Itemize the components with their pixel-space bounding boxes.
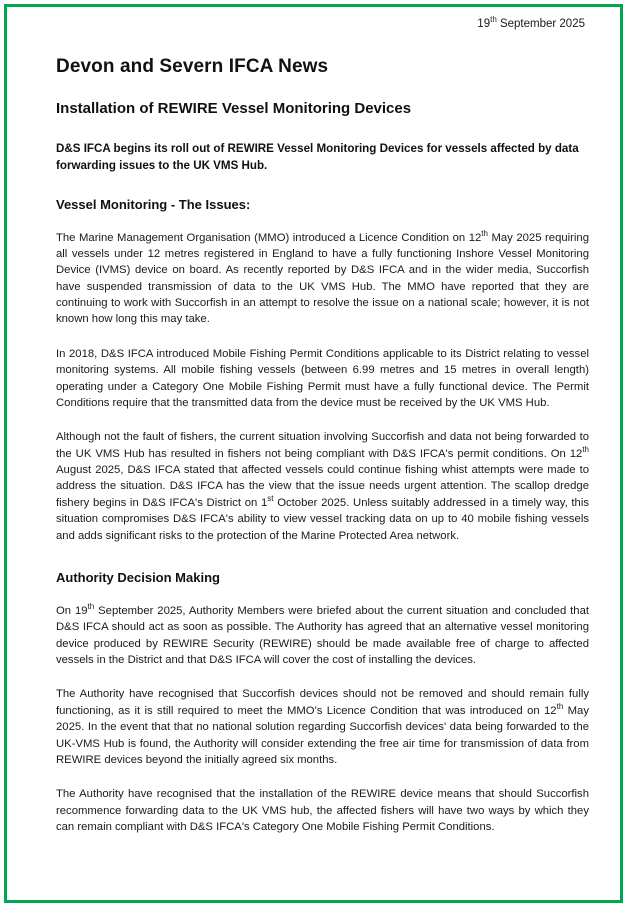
page-title: Devon and Severn IFCA News xyxy=(56,56,329,77)
paragraph-text-part: September 2025, Authority Members were briefed about the current situation and concluded that D&S IFCA should act as soon as possible. The Authority has agreed that an alternative vessel monitoring device produced by REWIRE Security (REWIRE) should be made available free of charge to affected vessels in the District and that D&S IFCA will cover the cost of installing the devices. xyxy=(56,604,589,667)
paragraph-permit-conditions-2018: In 2018, D&S IFCA introduced Mobile Fishing Permit Conditions applicable to its District relating to vessel monitoring systems. All mobile fishing vessels (between 6.99 metres and 15 metres in overall length) operating under a Category One Mobile Fishing Permit must have a fully functional device. The Permit Conditions require that the transmitted data from the device must be received by the UK VMS Hub. xyxy=(56,347,589,409)
ordinal-suffix: th xyxy=(481,228,488,238)
document-date xyxy=(56,15,589,30)
paragraph-two-ways-compliance: The Authority have recognised that the installation of the REWIRE device means that should Succorfish recommence forwarding data to the UK VMS hub, the affected fishers will have two ways by which they can remain compliant with D&S IFCA's Category One Mobile Fishing Permit Conditions. xyxy=(56,788,589,834)
paragraph-text-part: May 2025. In the event that that no national solution regarding Succorfish devices' data being forwarded to the UK-VMS Hub is found, the Authority will consider extending the free air time for transmission of data from REWIRE devices beyond the initially agreed six months. xyxy=(56,704,589,766)
section-heading-vessel-monitoring: Vessel Monitoring - The Issues: xyxy=(56,196,251,212)
ordinal-suffix: th xyxy=(556,702,564,712)
date-suffix: th xyxy=(490,15,497,25)
paragraph-succorfish-retention xyxy=(56,686,589,768)
paragraph-text-part: The Authority have recognised that Succorfish devices should not be removed and should remain fully functioning, as it is still required to meet the MMO's Licence Condition that was introduced on 12 xyxy=(56,688,589,717)
page-subtitle: Installation of REWIRE Vessel Monitoring Devices xyxy=(56,100,412,117)
paragraph-compliance-impact xyxy=(56,429,589,544)
ordinal-suffix: th xyxy=(582,444,589,454)
paragraph-text-part: May 2025 requiring all vessels under 12 metres registered in England to have a fully functioning Inshore Vessel Monitoring Device (IVMS) device on board. As recently reported by D&S IFCA and in the wider media, Succorfish have suspended transmission of data to the UK VMS Hub. The MMO have reported that they are continuing to work with Succorfish in an attempt to resolve the issue on a national scale; however, it is not known how long this may take. xyxy=(56,231,589,326)
document-content xyxy=(4,4,623,903)
paragraph-text-part: August 2025, D&S IFCA stated that affected vessels could continue fishing whist attempts were made to address the situation. D&S IFCA has the view that the issue needs urgent attention. The scallop dredge fishery begins in D&S IFCA's District on 1 xyxy=(56,464,589,509)
paragraph-authority-briefing xyxy=(56,603,589,669)
ordinal-suffix: st xyxy=(267,494,274,504)
date-month-year: September 2025 xyxy=(496,18,585,30)
lead-paragraph: D&S IFCA begins its roll out of REWIRE Vessel Monitoring Devices for vessels affected by data forwarding issues to the UK VMS Hub. xyxy=(56,142,579,172)
paragraph-mmo-licence-condition xyxy=(56,230,589,328)
paragraph-text-part: On 19 xyxy=(56,604,88,617)
paragraph-text-part: Although not the fault of fishers, the current situation involving Succorfish and data not being forwarded to the UK VMS Hub has resulted in fishers not being compliant with D&S IFCA's permit conditions. On 12 xyxy=(56,431,589,460)
date-day: 19 xyxy=(477,18,491,30)
ordinal-suffix: th xyxy=(87,602,95,612)
section-heading-authority-decision: Authority Decision Making xyxy=(56,569,220,585)
paragraph-text-part: October 2025. Unless suitably addressed in a timely way, this situation compromises D&S IFCA's ability to view vessel tracking data on up to 40 mobile fishing vessels and adds significant risks to the protection of the Marine Protected Area network. xyxy=(56,496,589,542)
paragraph-text-part: The Marine Management Organisation (MMO) introduced a Licence Condition on 12 xyxy=(56,231,482,244)
